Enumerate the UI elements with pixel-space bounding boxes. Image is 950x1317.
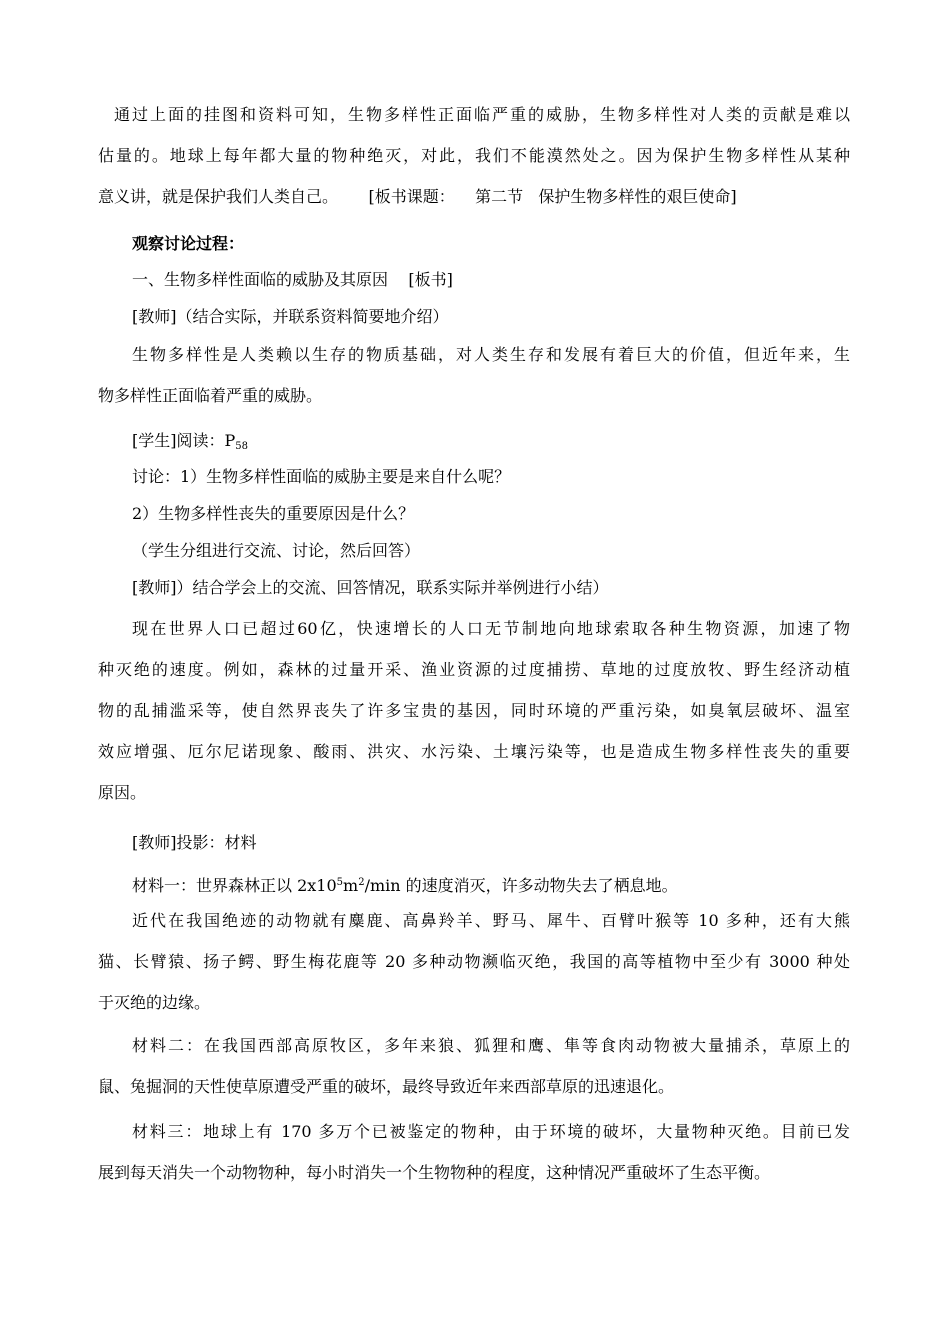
text-line: 鼠、兔掘洞的天性使草原遭受严重的破坏，最终导致近年来西部草原的迅速退化。 <box>98 1077 675 1096</box>
teacher-note <box>98 296 850 337</box>
text-line: 2）生物多样性丧失的重要原因是什么？ <box>132 504 415 523</box>
intro-paragraph <box>98 94 850 217</box>
heading-text: 观察讨论过程： <box>132 234 245 253</box>
page-number: 58 <box>235 441 248 452</box>
exponent: 5 <box>336 877 344 888</box>
paragraph <box>98 900 850 1023</box>
student-reading <box>98 420 850 461</box>
text-line: （学生分组进行交流、讨论，然后回答） <box>132 541 421 560</box>
text-line: 讨论：1）生物多样性面临的威胁主要是来自什么呢？ <box>132 467 511 486</box>
text-line: 于灭绝的边缘。 <box>98 993 211 1012</box>
material-1-prefix: 材料一：世界森林正以 2x10 <box>132 876 337 895</box>
text-line <box>98 862 850 903</box>
paragraph <box>98 334 850 416</box>
text-line: 一、生物多样性面临的威胁及其原因 [板书] <box>132 270 453 289</box>
reading-prefix: [学生]阅读：P <box>132 431 236 450</box>
discussion-question-2 <box>98 493 850 534</box>
material-1 <box>98 862 850 903</box>
text-line: 通过上面的挂图和资料可知，生物多样性正面临严重的威胁，生物多样性对人类的贡献是难以 <box>114 105 850 124</box>
paragraph <box>98 608 850 813</box>
text-line: [教师]）结合学会上的交流、回答情况，联系实际并举例进行小结） <box>132 578 609 597</box>
text-line: 猫、长臂猿、扬子鳄、野生梅花鹿等 20 多种动物濒临灭绝，我国的高等植物中至少有 3000 种处 <box>98 952 850 971</box>
text-line: [教师]投影：材料 <box>132 833 257 852</box>
text-line: 种灭绝的速度。例如，森林的过量开采、渔业资源的过度捕捞、草地的过度放牧、野生经济动植 <box>98 660 850 679</box>
text-line: 原因。 <box>98 783 147 802</box>
text-line: 材料三：地球上有 170 多万个已被鉴定的物种，由于环境的破坏，大量物种灭绝。目前已发 <box>132 1122 850 1141</box>
teacher-summary <box>98 567 850 608</box>
text-line: 生物多样性是人类赖以生存的物质基础，对人类生存和发展有着巨大的价值，但近年来，生 <box>132 345 850 364</box>
text-line: 效应增强、厄尔尼诺现象、酸雨、洪灾、水污染、土壤污染等，也是造成生物多样性丧失的重要 <box>98 742 850 761</box>
student-activity <box>98 530 850 571</box>
exponent: 2 <box>358 877 365 888</box>
material-2 <box>98 1025 850 1107</box>
text-line: [教师]（结合实际，并联系资料简要地介绍） <box>132 307 449 326</box>
text-line: 物多样性正面临着严重的威胁。 <box>98 386 323 405</box>
text-line: 展到每天消失一个动物物种，每小时消失一个生物物种的程度，这种情况严重破坏了生态平衡。 <box>98 1163 771 1182</box>
material-1-suffix: /min 的速度消灭，许多动物失去了栖息地。 <box>364 876 678 895</box>
text-line: 材料二：在我国西部高原牧区，多年来狼、狐狸和鹰、隼等食肉动物被大量捕杀，草原上的 <box>132 1036 850 1055</box>
discussion-question-1 <box>98 456 850 497</box>
section-heading <box>98 223 850 264</box>
subsection-title <box>98 259 850 300</box>
text-line: 现在世界人口已超过60亿，快速增长的人口无节制地向地球索取各种生物资源，加速了物 <box>132 619 850 638</box>
text-line <box>98 420 850 461</box>
text-line: 意义讲，就是保护我们人类自己。 [板书课题： 第二节 保护生物多样性的艰巨使命] <box>98 187 737 206</box>
text-line: 估量的。地球上每年都大量的物种绝灭，对此，我们不能漠然处之。因为保护生物多样性从某种 <box>98 146 850 165</box>
unit: m <box>343 876 359 895</box>
text-line: 物的乱捕滥采等，使自然界丧失了许多宝贵的基因，同时环境的严重污染，如臭氧层破坏、温室 <box>98 701 850 720</box>
teacher-projection <box>98 822 850 863</box>
text-line: 近代在我国绝迹的动物就有麋鹿、高鼻羚羊、野马、犀牛、百臂叶猴等 10 多种，还有大熊 <box>132 911 850 930</box>
material-3 <box>98 1111 850 1193</box>
